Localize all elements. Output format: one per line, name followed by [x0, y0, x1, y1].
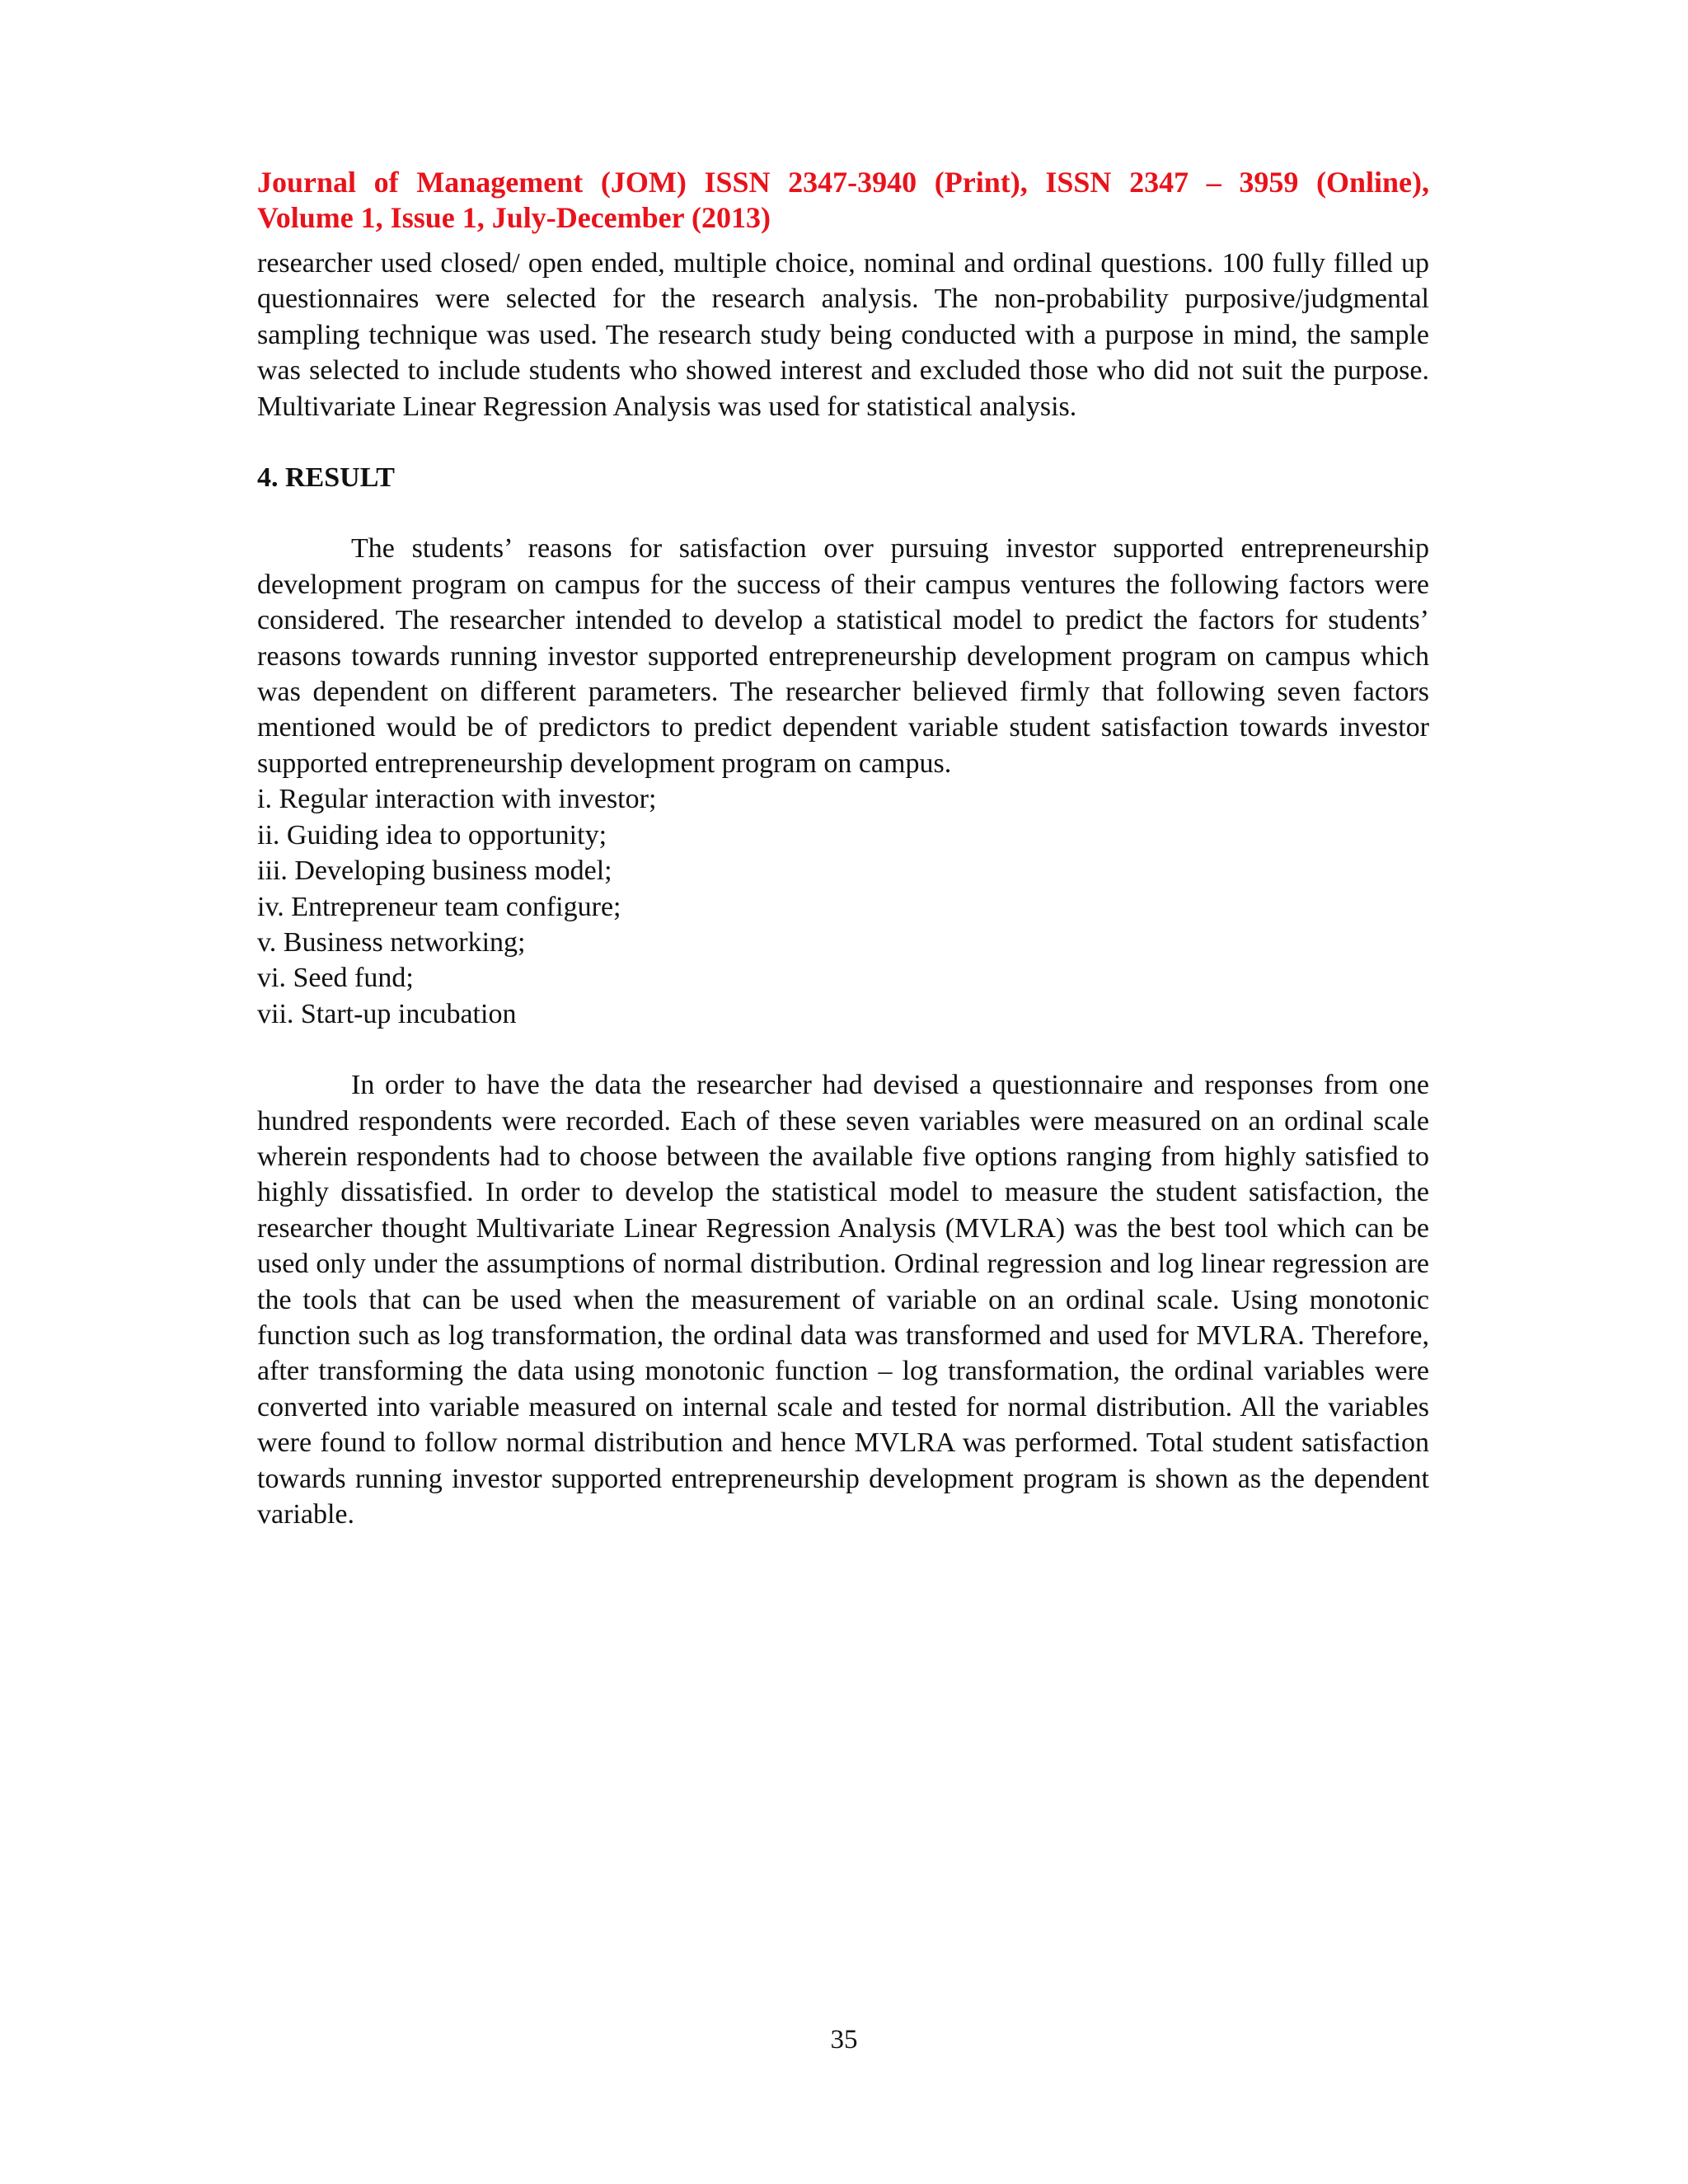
journal-header-line-2: Volume 1, Issue 1, July-December (2013)	[257, 201, 771, 234]
paragraph-result-intro: The students’ reasons for satisfaction over pursuing investor supported entrepreneurship development program on campus for the success of their campus ventures the following factors were considered. The researcher intended to develop a statistical model to predict the factors for students’ reasons towards running investor supported entrepreneurship development program on campus which was dependent on different parameters. The researcher believed firmly that following seven factors mentioned would be of predictors to predict dependent variable student satisfaction towards investor supported entrepreneurship development program on campus.	[257, 533, 1429, 779]
factor-list-item: i. Regular interaction with investor;	[257, 784, 657, 815]
factor-list-item: vii. Start-up incubation	[257, 998, 517, 1029]
paragraph-result-analysis: In order to have the data the researcher had devised a questionnaire and responses from one hundred respondents were recorded. Each of these seven variables were measured on an ordinal scale wherein respondents had to choose between the available five options ranging from highly satisfied to highly dissatisfied. In order to develop the statistical model to measure the student satisfaction, the researcher thought Multivariate Linear Regression Analysis (MVLRA) was the best tool which can be used only under the assumptions of normal distribution. Ordinal regression and log linear regression are the tools that can be used when the measurement of variable on an ordinal scale. Using monotonic function such as log transformation, the ordinal data was transformed and used for MVLRA. Therefore, after transforming the data using monotonic function – log transformation, the ordinal variables were converted into variable measured on internal scale and tested for normal distribution. All the variables were found to follow normal distribution and hence MVLRA was performed. Total student satisfaction towards running investor supported entrepreneurship development program is shown as the dependent variable.	[257, 1070, 1429, 1530]
factor-list-item: v. Business networking;	[257, 926, 526, 958]
factor-list	[257, 781, 1429, 1032]
factor-list-item: iii. Developing business model;	[257, 855, 612, 887]
paragraph-methodology-continued: researcher used closed/ open ended, multiple choice, nominal and ordinal questions. 100 fully filled up questionnaires were selected for the research analysis. The non-probability purposive/judgmental sampling technique was used. The research study being conducted with a purpose in mind, the sample was selected to include students who showed interest and excluded those who did not suit the purpose. Multivariate Linear Regression Analysis was used for statistical analysis.	[257, 248, 1429, 422]
factor-list-item: vi. Seed fund;	[257, 963, 414, 994]
page-number: 35	[830, 2025, 858, 2055]
section-heading-result: 4. RESULT	[257, 462, 395, 494]
page-content	[257, 165, 1429, 1532]
paragraph-spacer	[257, 1032, 1429, 1067]
factor-list-item: iv. Entrepreneur team configure;	[257, 891, 621, 922]
journal-header	[257, 165, 1429, 236]
factor-list-item: ii. Guiding idea to opportunity;	[257, 819, 607, 851]
journal-header-line-1: Journal of Management (JOM) ISSN 2347-3940 (Print), ISSN 2347 – 3959 (Online),	[257, 166, 1429, 199]
